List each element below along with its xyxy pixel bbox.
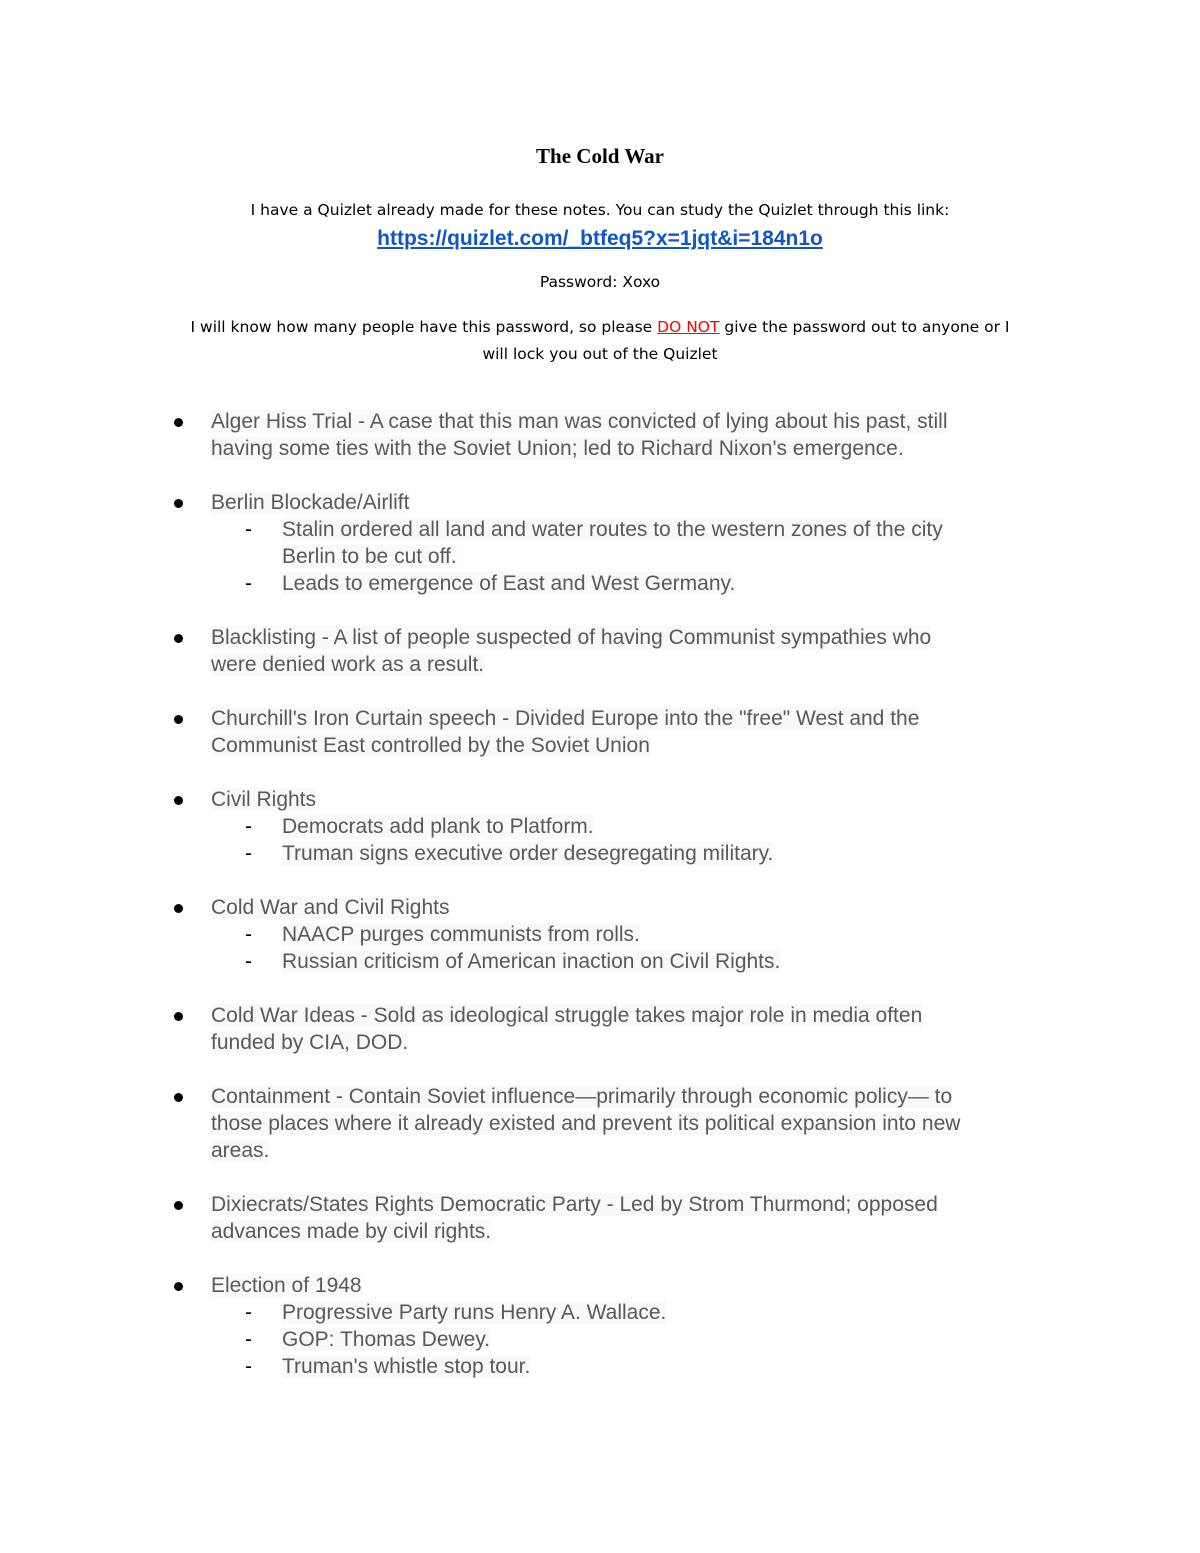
sub-item [211, 516, 1071, 570]
item-text-line [211, 1029, 1071, 1056]
sub-item-line [282, 813, 1071, 840]
warning-line-1 [0, 314, 1200, 341]
sub-item [211, 948, 1071, 975]
item-text: Election of 1948 [211, 1274, 362, 1297]
sub-item-text: Berlin to be cut off. [282, 545, 457, 568]
sub-item-line [282, 840, 1071, 867]
sub-item-line [282, 543, 1071, 570]
list-item [0, 408, 1071, 462]
sub-item [211, 1326, 1071, 1353]
dash-icon: - [245, 518, 252, 541]
item-text-line [211, 1110, 1071, 1137]
item-text: funded by CIA, DOD. [211, 1031, 409, 1054]
warning-line-2: will lock you out of the Quizlet [482, 345, 718, 363]
item-text-line [211, 1083, 1071, 1110]
password-line: Password: Xoxo [539, 273, 661, 291]
bullet-icon [174, 1093, 183, 1102]
item-text: Cold War Ideas - Sold as ideological struggle takes major role in media often [211, 1004, 923, 1027]
item-text-line [211, 1218, 1071, 1245]
warning-text [0, 314, 1200, 368]
bullet-icon [174, 634, 183, 643]
item-text-line [211, 624, 1071, 651]
list-item [0, 1272, 1071, 1380]
dash-icon: - [245, 842, 252, 865]
list-item [0, 786, 1071, 867]
document-title: The Cold War [536, 144, 664, 168]
item-text: areas. [211, 1139, 270, 1162]
sub-item-text: Truman signs executive order desegregating military. [282, 842, 774, 865]
item-text: Alger Hiss Trial - A case that this man was convicted of lying about his past, still [211, 410, 948, 433]
list-item [0, 1191, 1071, 1245]
intro-text: I have a Quizlet already made for these notes. You can study the Quizlet through this link: [250, 201, 950, 219]
item-text: Blacklisting - A list of people suspected of having Communist sympathies who [211, 626, 932, 649]
bullet-icon [174, 1201, 183, 1210]
item-text-line [211, 651, 1071, 678]
sub-item [211, 813, 1071, 840]
bullet-icon [174, 1012, 183, 1021]
quizlet-link[interactable]: https://quizlet.com/_btfeq5?x=1jqt&i=184n1o [377, 227, 823, 250]
bullet-icon [174, 796, 183, 805]
sub-item [211, 1299, 1071, 1326]
warning-after: give the password out to anyone or I [719, 318, 1010, 336]
item-text: Containment - Contain Soviet influence—primarily through economic policy— to [211, 1085, 953, 1108]
item-text-line [211, 732, 1071, 759]
item-text-line [211, 1191, 1071, 1218]
notes-list [0, 408, 1200, 1407]
list-item [0, 624, 1071, 678]
sub-item-text: Progressive Party runs Henry A. Wallace. [282, 1301, 667, 1324]
item-text: were denied work as a result. [211, 653, 485, 676]
item-text: those places where it already existed and prevent its political expansion into new [211, 1112, 961, 1135]
sub-item-line [282, 921, 1071, 948]
bullet-icon [174, 904, 183, 913]
item-text: having some ties with the Soviet Union; led to Richard Nixon's emergence. [211, 437, 904, 460]
item-text: Cold War and Civil Rights [211, 896, 450, 919]
item-text-line [211, 1002, 1071, 1029]
item-text: advances made by civil rights. [211, 1220, 492, 1243]
item-text-line [211, 786, 1071, 813]
sub-item-line [282, 1299, 1071, 1326]
sub-item-line [282, 516, 1071, 543]
quizlet-link-row [0, 224, 1200, 254]
item-text: Churchill's Iron Curtain speech - Divided Europe into the "free" West and the [211, 707, 920, 730]
item-text-line [211, 894, 1071, 921]
list-item [0, 705, 1071, 759]
sub-item-text: Democrats add plank to Platform. [282, 815, 594, 838]
sub-item [211, 921, 1071, 948]
item-text: Berlin Blockade/Airlift [211, 491, 410, 514]
bullet-icon [174, 1282, 183, 1291]
list-item [0, 1083, 1071, 1164]
dash-icon: - [245, 1301, 252, 1324]
item-text-line [211, 1137, 1071, 1164]
dash-icon: - [245, 1355, 252, 1378]
dash-icon: - [245, 950, 252, 973]
dash-icon: - [245, 923, 252, 946]
item-text-line [211, 435, 1071, 462]
sub-item-line [282, 570, 1071, 597]
item-text-line [211, 489, 1071, 516]
sub-item-text: Truman's whistle stop tour. [282, 1355, 531, 1378]
item-text: Communist East controlled by the Soviet Union [211, 734, 650, 757]
item-text: Civil Rights [211, 788, 317, 811]
bullet-icon [174, 499, 183, 508]
sub-item [211, 840, 1071, 867]
list-item [0, 894, 1071, 975]
sub-item-line [282, 948, 1071, 975]
bullet-icon [174, 715, 183, 724]
item-text-line [211, 408, 1071, 435]
item-text: Dixiecrats/States Rights Democratic Party - Led by Strom Thurmond; opposed [211, 1193, 938, 1216]
warning-before: I will know how many people have this password, so please [190, 318, 658, 336]
warning-emphasis: DO NOT [657, 318, 720, 336]
dash-icon: - [245, 572, 252, 595]
item-text-line [211, 705, 1071, 732]
sub-item-text: Stalin ordered all land and water routes to the western zones of the city [282, 518, 943, 541]
dash-icon: - [245, 815, 252, 838]
bullet-icon [174, 418, 183, 427]
sub-item-text: NAACP purges communists from rolls. [282, 923, 640, 946]
item-text-line [211, 1272, 1071, 1299]
sub-item-line [282, 1326, 1071, 1353]
dash-icon: - [245, 1328, 252, 1351]
sub-item [211, 570, 1071, 597]
sub-item-text: Russian criticism of American inaction on Civil Rights. [282, 950, 781, 973]
sub-item-text: GOP: Thomas Dewey. [282, 1328, 491, 1351]
list-item [0, 1002, 1071, 1056]
sub-item-line [282, 1353, 1071, 1380]
list-item [0, 489, 1071, 597]
sub-item-text: Leads to emergence of East and West Germany. [282, 572, 736, 595]
sub-item [211, 1353, 1071, 1380]
